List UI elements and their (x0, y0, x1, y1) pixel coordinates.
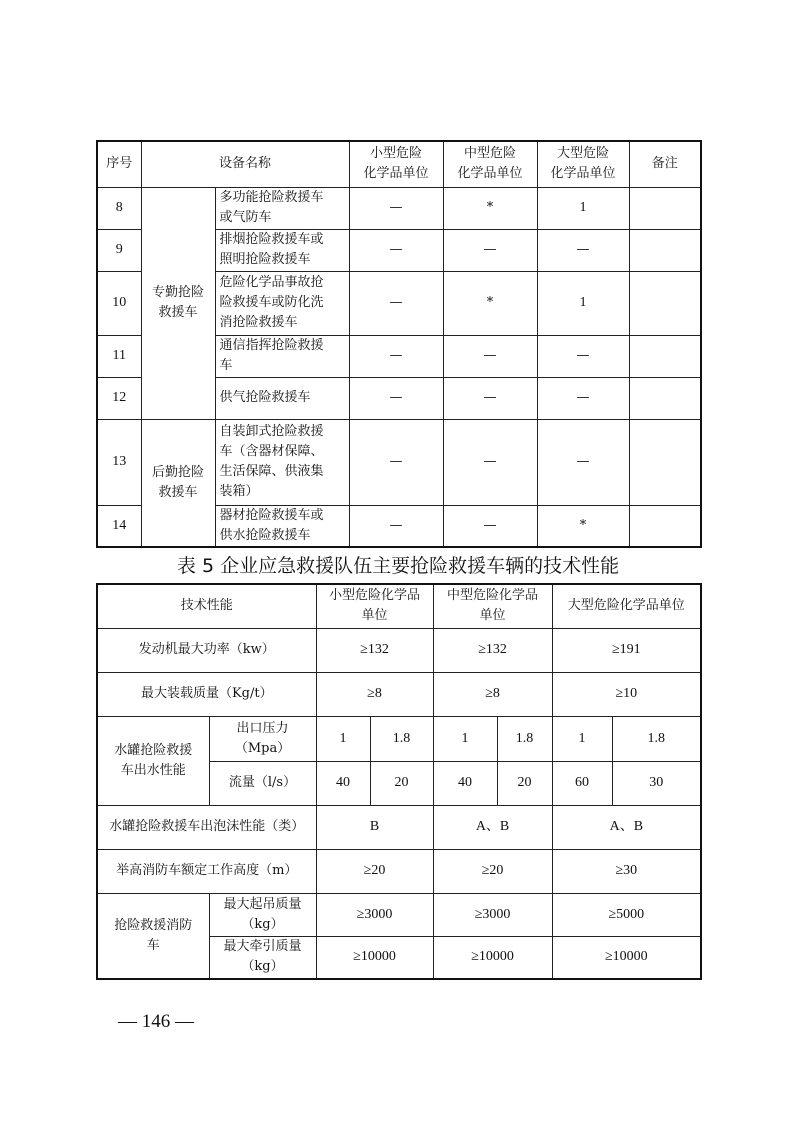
small-value: — (349, 335, 443, 377)
medium-value: — (443, 505, 537, 547)
equipment-name: 危险化学品事故抢 险救援车或防化洗 消抢险救援车 (215, 271, 349, 335)
header-large-unit: 大型危险化学品单位 (552, 584, 701, 628)
note-value (629, 419, 701, 505)
note-value (629, 187, 701, 229)
medium-value: — (443, 377, 537, 419)
equipment-table (96, 140, 702, 548)
table-row (97, 187, 701, 229)
equipment-name: 通信指挥抢险救援 车 (215, 335, 349, 377)
large-value: ≥5000 (552, 893, 701, 936)
header-technical-performance: 技术性能 (97, 584, 316, 628)
table-title: 表 5 企业应急救援队伍主要抢险救援车辆的技术性能 (176, 555, 620, 577)
row-number: 8 (97, 187, 141, 229)
medium-value: — (443, 335, 537, 377)
flow-value: 30 (612, 761, 701, 805)
equipment-name: 多功能抢险救援车 或气防车 (215, 187, 349, 229)
large-value: ≥10 (552, 672, 701, 716)
equipment-name: 器材抢险救援车或 供水抢险救援车 (215, 505, 349, 547)
note-value (629, 505, 701, 547)
header-note: 备注 (629, 141, 701, 187)
equipment-name: 排烟抢险救援车或 照明抢险救援车 (215, 229, 349, 271)
table-row (97, 849, 701, 893)
header-medium-unit: 中型危险 化学品单位 (443, 141, 537, 187)
large-value: A、B (552, 805, 701, 849)
table-row (97, 716, 701, 761)
small-value: — (349, 377, 443, 419)
pressure-value: 1 (433, 716, 497, 761)
page-number: — 146 — (118, 1011, 194, 1032)
outlet-pressure-label: 出口压力 （Mpa） (209, 716, 316, 761)
large-value: ≥10000 (552, 936, 701, 979)
large-value: — (537, 419, 629, 505)
large-value: * (537, 505, 629, 547)
flow-value: 20 (497, 761, 552, 805)
large-value: 1 (537, 187, 629, 229)
pressure-value: 1.8 (497, 716, 552, 761)
medium-value: ≥20 (433, 849, 552, 893)
working-height-label: 举高消防车额定工作高度（m） (97, 849, 316, 893)
medium-value: — (443, 229, 537, 271)
note-value (629, 377, 701, 419)
large-value: — (537, 377, 629, 419)
small-value: — (349, 229, 443, 271)
pressure-value: 1.8 (370, 716, 433, 761)
flow-label: 流量（l/s） (209, 761, 316, 805)
header-small-unit: 小型危险化学品 单位 (316, 584, 433, 628)
small-value: — (349, 505, 443, 547)
row-number: 13 (97, 419, 141, 505)
pressure-value: 1 (316, 716, 370, 761)
small-value: ≥132 (316, 628, 433, 672)
header-equipment-name: 设备名称 (141, 141, 349, 187)
table-row (97, 419, 701, 505)
note-value (629, 271, 701, 335)
row-number: 14 (97, 505, 141, 547)
table-row (97, 628, 701, 672)
flow-value: 40 (433, 761, 497, 805)
small-value: ≥8 (316, 672, 433, 716)
medium-value: ≥8 (433, 672, 552, 716)
medium-value: * (443, 271, 537, 335)
vehicle-performance-table (96, 583, 702, 980)
row-number: 11 (97, 335, 141, 377)
max-load-label: 最大装载质量（Kg/t） (97, 672, 316, 716)
row-number: 12 (97, 377, 141, 419)
header-seq: 序号 (97, 141, 141, 187)
medium-value: ≥10000 (433, 936, 552, 979)
flow-value: 40 (316, 761, 370, 805)
water-tank-group-label: 水罐抢险救援 车出水性能 (97, 716, 209, 805)
medium-value: ≥132 (433, 628, 552, 672)
table-header-row (97, 141, 701, 187)
pressure-value: 1.8 (612, 716, 701, 761)
large-value: ≥191 (552, 628, 701, 672)
row-number: 10 (97, 271, 141, 335)
pressure-value: 1 (552, 716, 612, 761)
note-value (629, 229, 701, 271)
flow-value: 60 (552, 761, 612, 805)
medium-value: ≥3000 (433, 893, 552, 936)
small-value: ≥20 (316, 849, 433, 893)
group-label-duty-rescue: 专勤抢险 救援车 (141, 187, 215, 419)
medium-value: A、B (433, 805, 552, 849)
rescue-vehicle-group-label: 抢险救援消防 车 (97, 893, 209, 979)
equipment-name: 供气抢险救援车 (215, 377, 349, 419)
table-row (97, 672, 701, 716)
small-value: B (316, 805, 433, 849)
small-value: ≥3000 (316, 893, 433, 936)
note-value (629, 335, 701, 377)
medium-value: — (443, 419, 537, 505)
max-tow-label: 最大牵引质量 （kg） (209, 936, 316, 979)
flow-value: 20 (370, 761, 433, 805)
large-value: 1 (537, 271, 629, 335)
large-value: ≥30 (552, 849, 701, 893)
large-value: — (537, 229, 629, 271)
small-value: — (349, 187, 443, 229)
row-number: 9 (97, 229, 141, 271)
table-row (97, 805, 701, 849)
header-large-unit: 大型危险 化学品单位 (537, 141, 629, 187)
medium-value: * (443, 187, 537, 229)
table-row (97, 893, 701, 936)
group-label-logistics-rescue: 后勤抢险 救援车 (141, 419, 215, 547)
header-small-unit: 小型危险 化学品单位 (349, 141, 443, 187)
foam-performance-label: 水罐抢险救援车出泡沫性能（类） (97, 805, 316, 849)
table-header-row (97, 584, 701, 628)
small-value: — (349, 271, 443, 335)
large-value: — (537, 335, 629, 377)
small-value: — (349, 419, 443, 505)
small-value: ≥10000 (316, 936, 433, 979)
header-medium-unit: 中型危险化学品 单位 (433, 584, 552, 628)
engine-power-label: 发动机最大功率（kw） (97, 628, 316, 672)
max-lift-label: 最大起吊质量 （kg） (209, 893, 316, 936)
equipment-name: 自装卸式抢险救援 车（含器材保障、 生活保障、供液集 装箱） (215, 419, 349, 505)
